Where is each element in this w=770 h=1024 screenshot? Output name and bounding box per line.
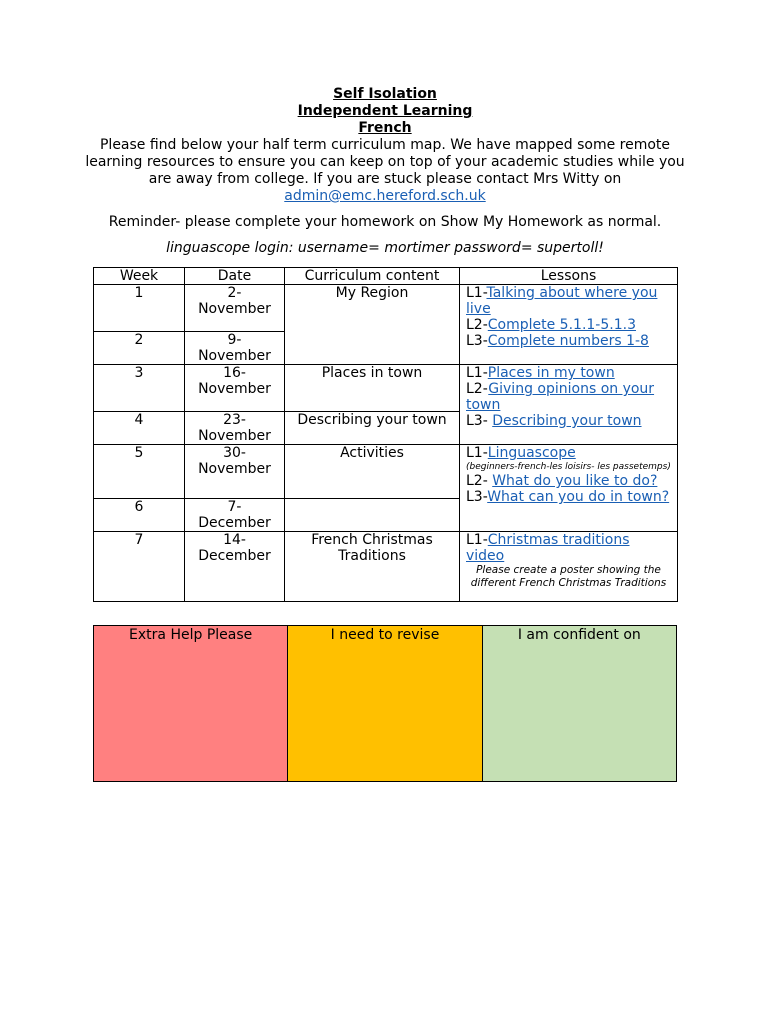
lesson-prefix: L2- [466,473,493,489]
date-cell [185,285,285,332]
contact-email-link[interactable]: admin@emc.hereford.sch.uk [284,188,486,204]
lesson-link-giving-opinions[interactable]: Giving opinions on your town [466,381,655,413]
lesson-prefix: L3- [466,413,493,429]
content-cell-christmas: French Christmas Traditions [285,532,460,602]
week-cell: 6 [94,499,185,532]
lesson-prefix: L1- [466,532,488,548]
confident-on-box[interactable] [482,626,676,781]
table-row [94,285,678,332]
date-cell [185,532,285,602]
lesson-prefix: L2- [466,317,488,333]
lesson-prefix: L1- [466,365,488,381]
week-cell: 1 [94,285,185,332]
lesson-prefix: L2- [466,381,489,397]
header-date: Date [185,268,285,285]
title-self-isolation: Self Isolation [333,86,437,102]
homework-reminder: Reminder- please complete your homework on Show My Homework as normal. [108,214,662,230]
date-text: 9- November [198,332,271,364]
lesson-prefix: L1- [466,445,488,461]
confident-on-label: I am confident on [517,627,641,643]
date-cell [185,365,285,412]
week-cell: 7 [94,532,185,602]
date-text: 14- December [198,532,271,564]
lesson-prefix: L1- [466,285,487,301]
table-header-row [94,268,678,285]
curriculum-table [93,267,678,602]
extra-help-box[interactable] [94,626,287,781]
lesson-link-linguascope[interactable]: Linguascope [487,445,576,461]
date-cell [185,412,285,445]
header-lessons: Lessons [460,268,678,285]
lesson-link-complete-5-1-1[interactable]: Complete 5.1.1-5.1.3 [487,317,636,333]
lessons-cell-places [460,365,678,445]
title-subject: French [358,120,412,136]
intro-text: Please find below your half term curriculum map. We have mapped some remote learning resources to ensure you can keep on top of your academic studies while you are away from college. If you are stuck please contact Mrs Witty on [85,137,685,187]
self-assessment-boxes [93,625,677,782]
date-text: 23- November [198,412,271,444]
content-cell-empty [285,499,460,532]
lesson-link-describing-your-town[interactable]: Describing your town [492,413,642,429]
date-cell [185,332,285,365]
header-week: Week [94,268,185,285]
date-text: 7- December [198,499,271,531]
week-cell: 3 [94,365,185,412]
document-header [80,86,690,205]
need-to-revise-box[interactable] [287,626,481,781]
need-to-revise-label: I need to revise [330,627,440,643]
extra-help-label: Extra Help Please [129,627,253,643]
title-independent-learning: Independent Learning [297,103,473,119]
lessons-cell-region [460,285,678,365]
date-cell [185,445,285,499]
table-row [94,445,678,499]
date-text: 30- November [198,445,271,477]
week-cell: 4 [94,412,185,445]
lesson-link-christmas-traditions-video[interactable]: Christmas traditions video [466,532,630,564]
lesson-prefix: L3- [466,333,488,349]
christmas-poster-note: Please create a poster showing the different French Christmas Traditions [470,564,667,589]
table-row [94,532,678,602]
header-curriculum-content: Curriculum content [285,268,460,285]
content-cell-describing: Describing your town [285,412,460,445]
linguascope-note: (beginners-french-les loisirs- les passetemps) [466,462,671,472]
lesson-prefix: L3- [466,489,488,505]
lesson-link-what-do-you-like[interactable]: What do you like to do? [492,473,658,489]
lesson-link-places-in-my-town[interactable]: Places in my town [487,365,615,381]
linguascope-login-note: linguascope login: username= mortimer password= supertoll! [166,240,604,256]
date-text: 16- November [198,365,271,397]
lessons-cell-christmas [460,532,678,602]
lesson-link-what-can-you-do[interactable]: What can you do in town? [487,489,670,505]
content-cell-activities: Activities [285,445,460,499]
date-cell [185,499,285,532]
lesson-link-talking-about-where-you-live[interactable]: Talking about where you live [466,285,658,317]
lesson-link-complete-numbers[interactable]: Complete numbers 1-8 [487,333,649,349]
lessons-cell-activities [460,445,678,532]
table-row [94,365,678,412]
content-cell-region: My Region [285,285,460,365]
week-cell: 2 [94,332,185,365]
content-cell-places: Places in town [285,365,460,412]
date-text: 2- November [198,285,271,317]
week-cell: 5 [94,445,185,499]
